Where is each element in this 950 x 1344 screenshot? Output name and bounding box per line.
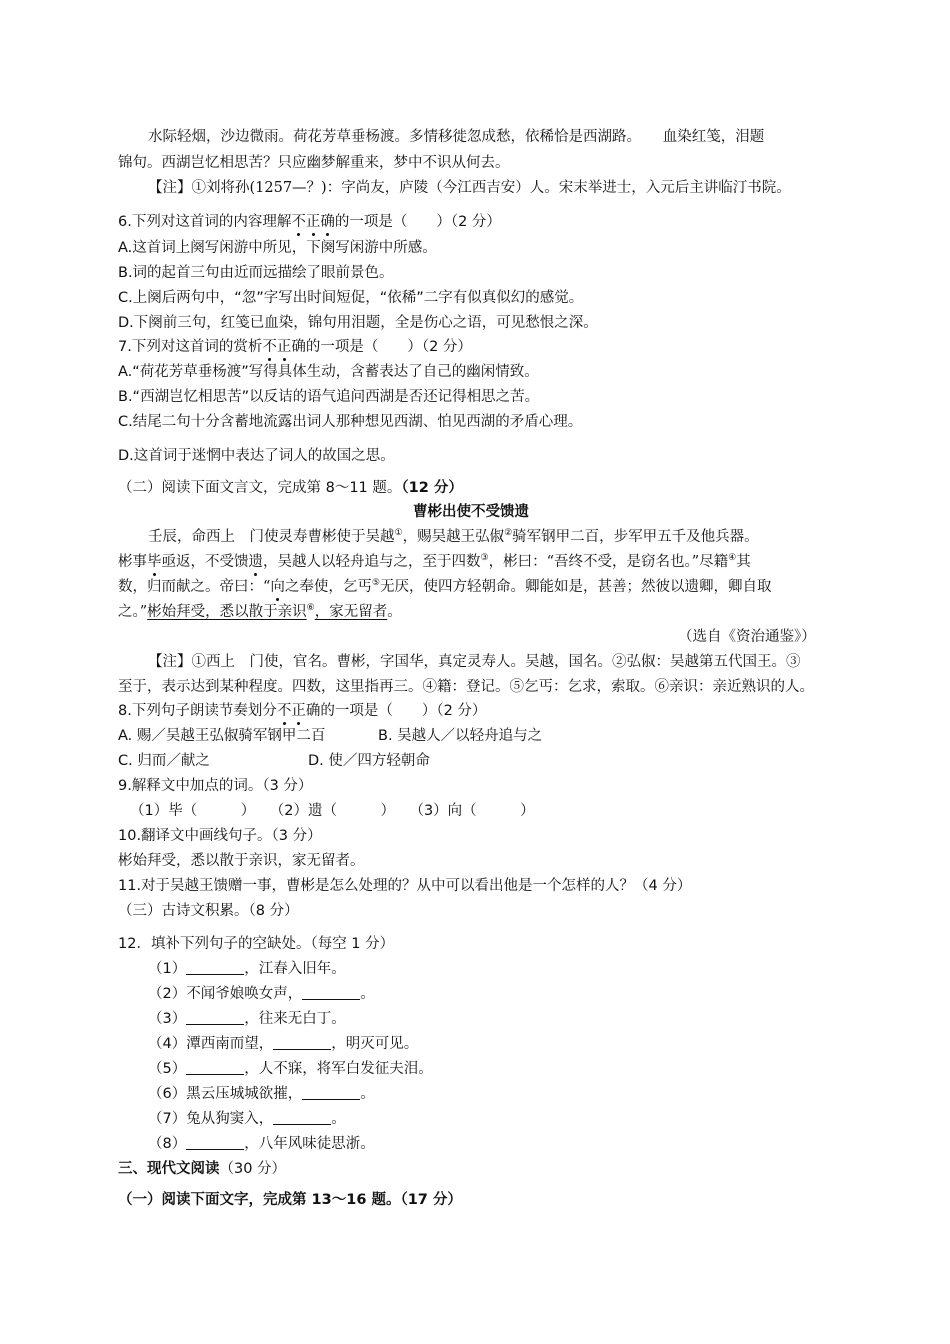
q12-item-1: [148, 959, 346, 979]
q6-option-b: B.词的起首三句由近而远描绘了眼前景色。: [118, 265, 394, 281]
passage-line-1-b: ，赐吴越王弘俶: [402, 529, 505, 545]
passage-line-2-b: 亟返，不受馈: [161, 554, 249, 570]
q6-dot-2: 正: [305, 214, 321, 230]
q12-item-7-pre: （7）兔从狗窦入，: [148, 1111, 274, 1127]
passage-line-2-e: 其: [736, 554, 751, 570]
section2-heading-a: （二）阅读下面文言文，完成第 8～11 题。: [118, 480, 402, 496]
q12-item-4-pre: （4）潭西南而望，: [148, 1036, 274, 1052]
q12-item-1-pre: （1）: [148, 961, 187, 977]
passage-line-1-a: 壬辰，命西上 门使灵寿曹彬使于吴越: [148, 529, 395, 545]
q12-item-8-post: ，八年风味徒思浙。: [244, 1136, 375, 1152]
q12-blank-5[interactable]: [186, 1060, 244, 1075]
note-ref-1: ①: [394, 528, 403, 539]
q7-stem-b: 确的一项是（ ）（2 分）: [291, 339, 472, 355]
q6-stem: [118, 212, 501, 232]
q12-item-3: [148, 1009, 346, 1029]
q7-option-d: D.这首词于迷惘中表达了词人的故国之思。: [118, 448, 395, 464]
passage-line-3-b: 之奉使，乞丐: [284, 579, 372, 595]
q7-stem-a: 7.下列对这首词的赏析: [118, 339, 263, 355]
section3-heading: （三）古诗文积累。（8 分）: [118, 903, 299, 919]
q12-item-6-pre: （6）黑云压城城欲摧，: [148, 1086, 303, 1102]
q7-option-b: B.“西湖岂忆相思苦”以反诘的语气追问西湖是否还记得相思之苦。: [118, 389, 540, 405]
q7-option-c: C.结尾二句十分含蓄地流露出词人那种想见西湖、怕见西湖的矛盾心理。: [118, 414, 583, 430]
q8-stem-b: 确的一项是（ ）（2 分）: [305, 703, 487, 719]
q12-item-3-pre: （3）: [148, 1011, 187, 1027]
passage-note-2: 至于，表示达到某种程度。四数，这里指再三。④籍：登记。⑤乞丐：乞求，索取。⑥亲识：亲近熟识的人。: [118, 679, 814, 695]
part3-heading-b: （30 分）: [219, 1161, 287, 1177]
q6-option-d: D.下阕前三句，红笺已血染，锦句用泪题，全是伤心之语，可见愁恨之深。: [118, 315, 598, 331]
passage-line-2: [118, 552, 751, 572]
q12-item-7: [148, 1109, 346, 1129]
poem-line-1: 水际轻烟，沙边微雨。荷花芳草垂杨渡。多情移徙忽成愁，依稀恰是西湖路。 血染红笺，泪题: [148, 129, 765, 145]
dotted-word-wei: 遗: [248, 554, 263, 570]
q6-stem-b: 的一项是（ ）（2 分）: [334, 214, 501, 230]
section2-heading-b: （12 分）: [401, 480, 463, 496]
q8-stem-a: 8.下列句子朗读节奏划分: [118, 703, 277, 719]
q6-dot-3: 确: [320, 214, 335, 230]
underlined-sentence-b: ，家无留者: [314, 604, 388, 620]
q12-blank-8[interactable]: [186, 1135, 244, 1150]
q10-stem: 10.翻译文中画线句子。（3 分）: [118, 828, 322, 844]
passage-line-1-c: 骑军钢甲二百，步军甲五千及他兵器。: [512, 529, 759, 545]
q12-item-8-pre: （8）: [148, 1136, 187, 1152]
passage-line-3-a: 数，归而献之。帝曰：“: [118, 579, 271, 595]
q12-blank-6[interactable]: [302, 1085, 360, 1100]
part3-heading: [118, 1159, 286, 1179]
passage-line-4-b: 。: [387, 604, 402, 620]
q12-item-6: [148, 1084, 375, 1104]
q8-option-a: A. 赐／吴越王弘俶骑军钢甲二百: [118, 728, 326, 744]
q9-items: （1）毕（ ） （2）遗（ ） （3）向（ ）: [130, 803, 535, 819]
note-ref-5: ⑤: [371, 578, 380, 589]
passage-line-4: [118, 602, 402, 622]
q12-item-6-post: 。: [360, 1086, 375, 1102]
passage-line-2-d: ，彬曰：“吾终不受，是窃名也。”尽籍: [488, 554, 729, 570]
dotted-word-xiang: 向: [270, 579, 285, 595]
q6-dot-1: 不: [291, 214, 306, 230]
q12-item-1-post: ，江春入旧年。: [244, 961, 346, 977]
q8-option-d: D. 使／四方轻朝命: [308, 753, 430, 769]
q12-item-2-pre: （2）不闻爷娘唤女声，: [148, 986, 303, 1002]
q12-item-4-post: ，明灭可见。: [331, 1036, 419, 1052]
q12-item-8: [148, 1134, 375, 1154]
q8-dot-2: 正: [291, 703, 306, 719]
passage-title: 曹彬出使不受馈遗: [413, 504, 529, 520]
poem-note: 【注】①刘将孙(1257—？)：字尚友，庐陵（今江西吉安）人。宋末举进士，入元后主讲临汀书院。: [148, 180, 791, 196]
q12-item-2: [148, 984, 375, 1004]
q12-item-5: [148, 1059, 433, 1079]
part3-heading-a: 三、现代文阅读: [118, 1161, 220, 1177]
q8-stem: [118, 701, 486, 721]
passage-line-2-c: ，吴越人以轻舟追与之，至于四数: [263, 554, 481, 570]
q7-dot-2: 正: [276, 339, 292, 355]
passage-line-2-a: 彬事: [118, 554, 147, 570]
q12-stem: 12．填补下列句子的空缺处。（每空 1 分）: [118, 936, 395, 952]
q12-blank-3[interactable]: [186, 1010, 244, 1025]
q12-item-5-pre: （5）: [148, 1061, 187, 1077]
passage-line-3-c: 无厌，使四方轻朝命。卿能如是，甚善；然彼以遗卿，卿自取: [380, 579, 772, 595]
passage-source: （选自《资治通鉴》）: [678, 629, 816, 645]
passage-line-3: [118, 577, 772, 597]
q10-sentence: 彬始拜受，悉以散于亲识，家无留者。: [118, 853, 365, 869]
q6-option-c: C.上阕后两句中，“忽”字写出时间短促，“依稀”二字有似真似幻的感觉。: [118, 290, 584, 306]
q8-option-b: B. 吴越人／以轻舟追与之: [378, 728, 543, 744]
underlined-sentence-a: 彬始拜受，悉以散于亲识: [147, 604, 307, 620]
q12-item-7-post: 。: [331, 1111, 346, 1127]
dotted-word-bi: 毕: [147, 554, 162, 570]
q12-item-5-post: ，人不寐，将军白发征夫泪。: [244, 1061, 433, 1077]
note-ref-6: ⑥: [306, 603, 315, 614]
q8-dot-1: 不: [276, 703, 292, 719]
q12-item-3-post: ，往来无白丁。: [244, 1011, 346, 1027]
q12-blank-2[interactable]: [302, 985, 360, 1000]
q12-item-4: [148, 1034, 418, 1054]
q7-option-a: A.“荷花芳草垂杨渡”写得具体生动，含蓄表达了自己的幽闲情致。: [118, 364, 539, 380]
q8-option-c: C. 归而／献之: [118, 753, 210, 769]
q12-blank-4[interactable]: [273, 1035, 331, 1050]
passage-line-4-a: 之。”: [118, 604, 148, 620]
q7-dot-1: 不: [262, 339, 277, 355]
q9-stem: 9.解释文中加点的词。（3 分）: [118, 778, 313, 794]
note-ref-2: ②: [504, 528, 513, 539]
q6-option-a: A.这首词上阕写闲游中所见，下阕写闲游中所感。: [118, 240, 437, 256]
section2-heading: [118, 478, 463, 498]
passage-line-1: [148, 527, 759, 547]
note-ref-3: ③: [480, 553, 489, 564]
q7-stem: [118, 337, 472, 357]
poem-line-2: 锦句。西湖岂忆相思苦？只应幽梦解重来，梦中不识从何去。: [118, 155, 510, 171]
passage-note-1: 【注】①西上 门使，官名。曹彬，字国华，真定灵寿人。吴越，国名。②弘俶：吴越第五代国王。③: [148, 654, 801, 670]
q12-item-2-post: 。: [360, 986, 375, 1002]
q6-stem-a: 6.下列对这首词的内容理解: [118, 214, 292, 230]
part3-subheading: （一）阅读下面文字，完成第 13～16 题。（17 分）: [118, 1192, 462, 1208]
note-ref-4: ④: [728, 553, 737, 564]
q12-blank-7[interactable]: [273, 1110, 331, 1125]
q12-blank-1[interactable]: [186, 960, 244, 975]
q11-stem: 11.对于吴越王馈赠一事，曹彬是怎么处理的？从中可以看出他是一个怎样的人？（4 分）: [118, 878, 692, 894]
